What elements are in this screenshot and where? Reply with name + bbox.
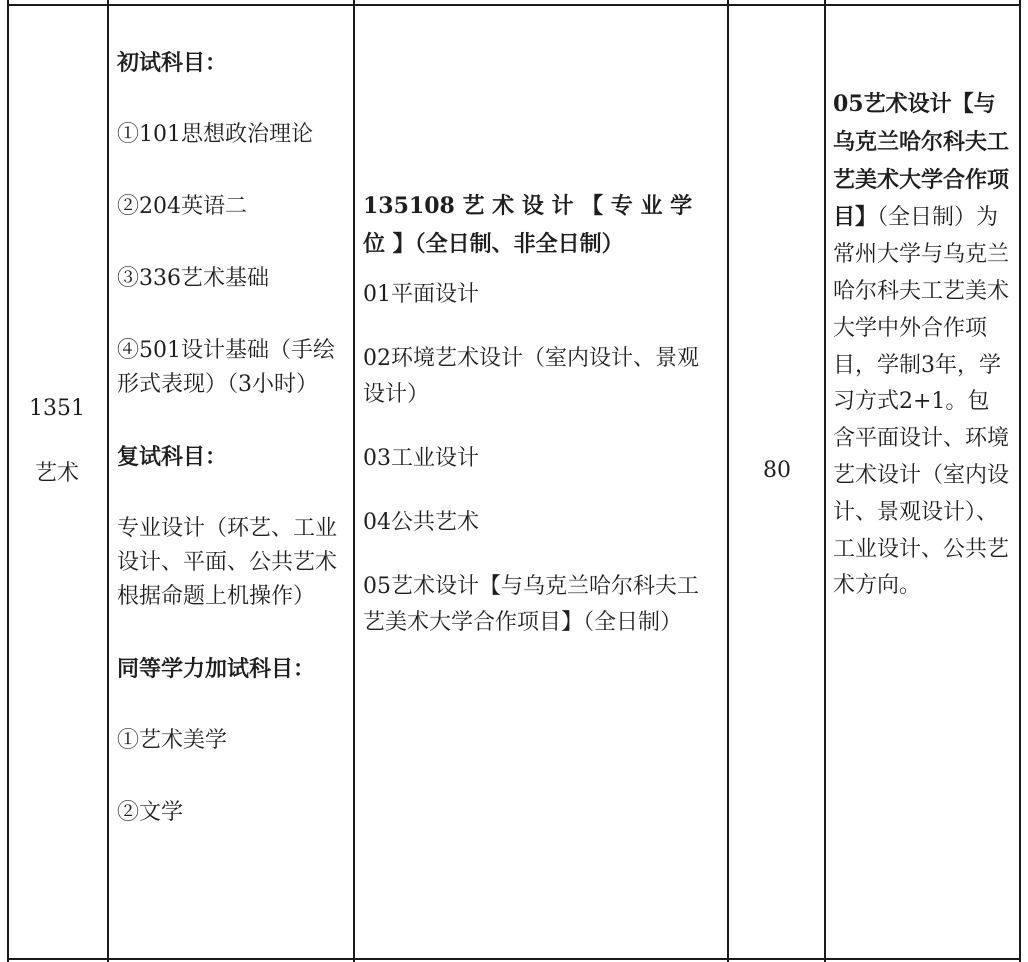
research-direction: 04公共艺术	[363, 510, 479, 535]
notes-body: （全日制）为常州大学与乌克兰哈尔科夫工艺美术大学中外合作项目，学制3年，学习方式2+1。包含平面设计、环境艺术设计（室内设计、景观设计）、工业设计、公共艺术方向。	[833, 205, 1010, 599]
equivalent-subject: ①艺术美学	[117, 728, 228, 753]
admissions-table	[7, 0, 1021, 962]
notes-lead: 05艺术设计【与乌克兰哈尔科夫工艺美术大学合作项目】	[833, 91, 1010, 231]
column-divider	[107, 0, 109, 962]
initial-subject: ③336艺术基础	[117, 266, 269, 291]
retest-subject: 专业设计（环艺、工业设计、平面、公共艺术根据命题上机操作）	[117, 516, 338, 609]
initial-subject: ②204英语二	[117, 194, 247, 219]
table-bottom-border	[7, 958, 1021, 960]
retest-subjects-label: 复试科目：	[117, 444, 228, 470]
table-top-border	[7, 4, 1021, 6]
equivalent-subject: ②文学	[117, 800, 184, 825]
initial-subject: ①101思想政治理论	[117, 122, 313, 147]
equivalent-subjects-label: 同等学力加试科目：	[117, 656, 316, 682]
program-cell	[363, 187, 719, 669]
major-name-cell	[7, 459, 107, 489]
enrollment-count: 80	[763, 458, 791, 483]
notes-cell	[833, 86, 1011, 605]
column-divider	[1019, 0, 1021, 962]
exam-subjects-cell	[117, 46, 345, 868]
research-direction: 02环境艺术设计（室内设计、景观设计）	[363, 346, 699, 407]
research-direction: 03工业设计	[363, 446, 479, 471]
initial-subject: ④501设计基础（手绘形式表现）（3小时）	[117, 338, 335, 397]
program-heading: 135108 艺 术 设 计 【 专 业 学 位 】（全日制、非全日制）	[363, 193, 693, 257]
column-divider	[353, 0, 355, 962]
research-direction: 01平面设计	[363, 282, 479, 307]
major-code: 1351	[29, 396, 85, 421]
research-direction: 05艺术设计【与乌克兰哈尔科夫工艺美术大学合作项目】（全日制）	[363, 574, 699, 635]
major-code-cell	[7, 394, 107, 424]
initial-subjects-label: 初试科目：	[117, 50, 228, 76]
major-name: 艺术	[34, 461, 79, 486]
